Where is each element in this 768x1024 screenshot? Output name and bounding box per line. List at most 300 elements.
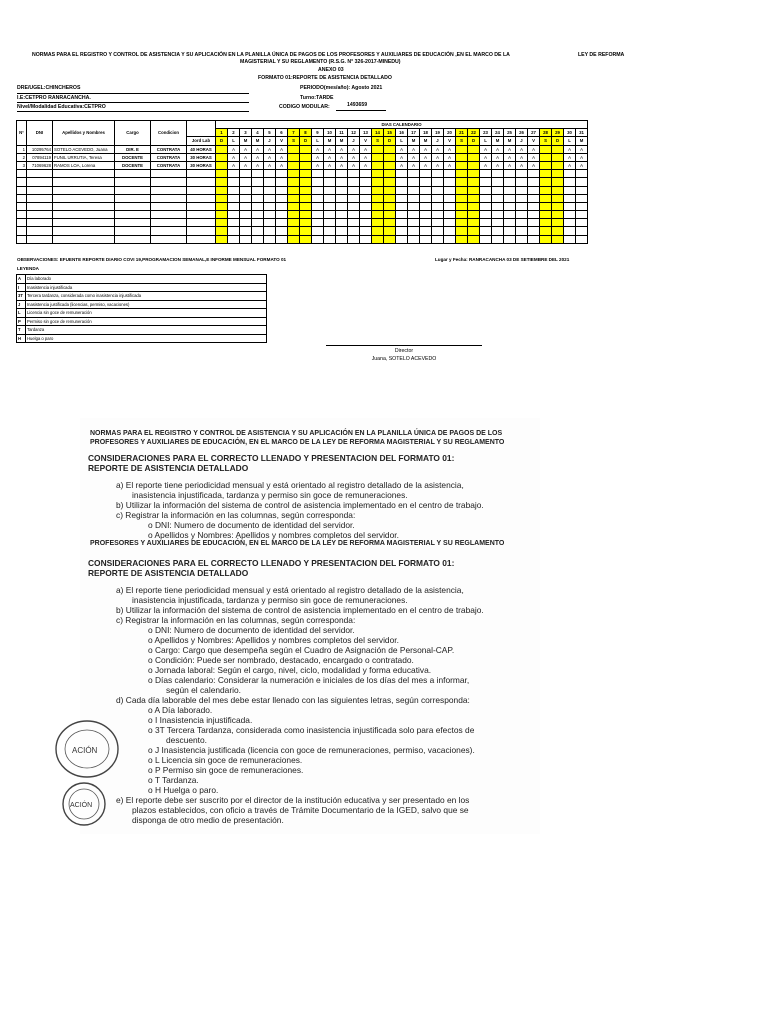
day-letter: M xyxy=(408,137,420,145)
cell-empty xyxy=(187,194,216,202)
cell-dni: 10295764 xyxy=(27,145,53,153)
cell-empty xyxy=(480,211,492,219)
cell-empty xyxy=(528,211,540,219)
legend-desc: Huelga o paro xyxy=(26,334,267,343)
header-formato: FORMATO 01:REPORTE DE ASISTENCIA DETALLADO xyxy=(258,75,392,81)
legend-desc: Inasistencia justificada (licencias, permiso, vacaciones) xyxy=(26,300,267,309)
col-header-dias: DIAS CALENDARIO xyxy=(216,121,588,129)
cell-empty xyxy=(17,186,27,194)
underline xyxy=(17,111,249,112)
cell-empty xyxy=(264,235,276,243)
cell-empty xyxy=(17,227,27,235)
cell-day: A xyxy=(420,153,432,161)
legend-desc: Inasistencia injustificada xyxy=(26,283,267,292)
cell-empty xyxy=(384,219,396,227)
cell-empty xyxy=(492,170,504,178)
day-number: 26 xyxy=(516,129,528,137)
cell-empty xyxy=(480,178,492,186)
scan-item-d6: o P Permiso sin goce de remuneraciones. xyxy=(148,765,304,775)
cell-day: A xyxy=(504,145,516,153)
cell-empty xyxy=(456,170,468,178)
cell-empty xyxy=(288,170,300,178)
cell-empty xyxy=(372,178,384,186)
cell-empty xyxy=(408,170,420,178)
scan-item-b: b) Utilizar la información del sistema de control de asistencia implementado en el centro de trabajo. xyxy=(116,500,484,510)
cell-empty xyxy=(252,202,264,210)
table-row xyxy=(17,161,588,169)
day-letter: M xyxy=(504,137,516,145)
day-letter: L xyxy=(228,137,240,145)
cell-empty xyxy=(264,219,276,227)
scan-item-a2: inasistencia injustificada, tardanza y permiso sin goce de remuneraciones. xyxy=(132,490,408,500)
day-number: 24 xyxy=(492,129,504,137)
cell-empty xyxy=(312,178,324,186)
scan-item-c: c) Registrar la información en las columnas, según corresponda: xyxy=(116,510,356,520)
cell-empty xyxy=(552,227,564,235)
meta-ie: I.E:CETPRO RANRACANCHA. xyxy=(17,95,91,101)
cell-empty xyxy=(384,186,396,194)
cell-empty xyxy=(468,202,480,210)
day-letter: D xyxy=(300,137,312,145)
cell-day: A xyxy=(444,153,456,161)
cell-day: A xyxy=(324,161,336,169)
day-letter: J xyxy=(264,137,276,145)
cell-empty xyxy=(528,194,540,202)
cell-empty xyxy=(115,211,151,219)
cell-empty xyxy=(336,202,348,210)
cell-empty xyxy=(17,211,27,219)
cell-day: A xyxy=(264,161,276,169)
cell-empty xyxy=(115,170,151,178)
cell-empty xyxy=(27,211,53,219)
cell-empty xyxy=(53,227,115,235)
cell-empty xyxy=(444,219,456,227)
cell-empty xyxy=(432,202,444,210)
cell-empty xyxy=(444,186,456,194)
legend-code: A xyxy=(17,275,26,284)
cell-empty xyxy=(53,194,115,202)
cell-empty xyxy=(528,219,540,227)
scan-item-b-2: b) Utilizar la información del sistema de control de asistencia implementado en el centro de trabajo. xyxy=(116,605,484,615)
cell-empty xyxy=(540,219,552,227)
cell-day: A xyxy=(396,161,408,169)
cell-empty xyxy=(228,178,240,186)
underline xyxy=(336,110,386,111)
cell-day xyxy=(540,153,552,161)
scan-item-e2: plazos establecidos, con oficio a través de Trámite Documentario de la IGED, salvo que se xyxy=(132,805,469,815)
cell-empty xyxy=(252,178,264,186)
day-number: 23 xyxy=(480,129,492,137)
cell-empty xyxy=(312,227,324,235)
day-letter: S xyxy=(540,137,552,145)
cell-empty xyxy=(276,186,288,194)
cell-empty xyxy=(564,202,576,210)
cell-empty xyxy=(216,235,228,243)
cell-empty xyxy=(151,227,187,235)
cell-empty xyxy=(456,194,468,202)
scan-item-c6b: según el calendario. xyxy=(166,685,241,695)
cell-empty xyxy=(348,211,360,219)
cell-empty xyxy=(420,170,432,178)
cell-empty xyxy=(348,170,360,178)
cell-empty xyxy=(115,178,151,186)
cell-empty xyxy=(564,235,576,243)
cell-empty xyxy=(540,227,552,235)
cell-empty xyxy=(27,227,53,235)
cell-empty xyxy=(360,227,372,235)
cell-empty xyxy=(187,170,216,178)
cell-day: A xyxy=(576,153,588,161)
official-seal-stamp-2 xyxy=(60,780,108,828)
table-row-empty xyxy=(17,194,588,202)
cell-day: A xyxy=(360,161,372,169)
cell-day: A xyxy=(492,145,504,153)
day-number: 17 xyxy=(408,129,420,137)
cell-empty xyxy=(528,227,540,235)
cell-empty xyxy=(264,186,276,194)
cell-empty xyxy=(151,178,187,186)
signature-role: Director xyxy=(394,348,414,354)
cell-empty xyxy=(187,219,216,227)
cell-empty xyxy=(456,211,468,219)
cell-day: A xyxy=(264,153,276,161)
cell-empty xyxy=(115,219,151,227)
cell-day xyxy=(468,145,480,153)
legend-desc: Tercera tardanza, considerada como inasistencia injustificada xyxy=(26,292,267,301)
cell-empty xyxy=(504,170,516,178)
scanned-page xyxy=(80,418,540,834)
cell-empty xyxy=(151,211,187,219)
cell-empty xyxy=(216,194,228,202)
cell-day: A xyxy=(228,153,240,161)
cell-empty xyxy=(360,235,372,243)
cell-dni: 07894119 xyxy=(27,153,53,161)
cell-empty xyxy=(27,186,53,194)
cell-empty xyxy=(492,219,504,227)
cell-day: A xyxy=(276,161,288,169)
day-letter: L xyxy=(312,137,324,145)
cell-empty xyxy=(456,178,468,186)
cell-empty xyxy=(228,219,240,227)
day-number: 20 xyxy=(444,129,456,137)
underline xyxy=(17,93,249,94)
cell-empty xyxy=(408,194,420,202)
cell-empty xyxy=(240,170,252,178)
cell-empty xyxy=(151,186,187,194)
scan-item-d3: o 3T Tercera Tardanza, considerada como inasistencia injustificada solo para efectos de xyxy=(148,725,475,735)
cell-empty xyxy=(420,178,432,186)
cell-day xyxy=(216,153,228,161)
cell-empty xyxy=(360,170,372,178)
legend-code: L xyxy=(17,309,26,318)
cell-empty xyxy=(216,170,228,178)
scan-title-repeat: PROFESORES Y AUXILIARES DE EDUCACIÓN, EN EL MARCO DE LA LEY DE REFORMA MAGISTERIAL Y SU REGLAMENTO xyxy=(90,540,505,547)
cell-day xyxy=(468,161,480,169)
cell-empty xyxy=(396,170,408,178)
legend-item xyxy=(17,283,267,292)
cell-empty xyxy=(504,227,516,235)
cell-empty xyxy=(17,202,27,210)
cell-empty xyxy=(300,202,312,210)
cell-empty xyxy=(324,178,336,186)
cell-day: A xyxy=(420,145,432,153)
cell-empty xyxy=(540,194,552,202)
cell-empty xyxy=(504,202,516,210)
cell-empty xyxy=(468,235,480,243)
day-number: 11 xyxy=(336,129,348,137)
cell-empty xyxy=(468,227,480,235)
cell-jornada: 40 HORAS xyxy=(187,145,216,153)
cell-day: A xyxy=(348,145,360,153)
meta-codigo-value: 1493659 xyxy=(347,102,368,108)
cell-day: A xyxy=(576,161,588,169)
day-number: 29 xyxy=(552,129,564,137)
cell-empty xyxy=(312,219,324,227)
cell-empty xyxy=(552,219,564,227)
day-number: 22 xyxy=(468,129,480,137)
table-row-empty xyxy=(17,227,588,235)
day-number: 27 xyxy=(528,129,540,137)
cell-day: A xyxy=(336,145,348,153)
cell-empty xyxy=(348,227,360,235)
cell-empty xyxy=(480,170,492,178)
cell-empty xyxy=(396,227,408,235)
cell-empty xyxy=(240,194,252,202)
cell-empty xyxy=(444,170,456,178)
cell-empty xyxy=(468,178,480,186)
table-row-empty xyxy=(17,178,588,186)
cell-empty xyxy=(432,186,444,194)
cell-empty xyxy=(276,194,288,202)
cell-empty xyxy=(384,194,396,202)
cell-empty xyxy=(151,235,187,243)
cell-empty xyxy=(420,227,432,235)
cell-empty xyxy=(288,186,300,194)
cell-empty xyxy=(348,235,360,243)
day-letter: S xyxy=(372,137,384,145)
cell-empty xyxy=(17,235,27,243)
day-letter: M xyxy=(324,137,336,145)
cell-empty xyxy=(264,202,276,210)
day-number: 6 xyxy=(276,129,288,137)
header-anexo: ANEXO 03 xyxy=(318,67,344,73)
cell-cargo: DOCENTE xyxy=(115,161,151,169)
leyenda-title: LEYENDA xyxy=(17,266,39,271)
cell-empty xyxy=(360,211,372,219)
official-seal-stamp xyxy=(52,716,122,782)
cell-empty xyxy=(300,186,312,194)
scan-title-line2: PROFESORES Y AUXILIARES DE EDUCACIÓN, EN EL MARCO DE LA LEY DE REFORMA MAGISTERIAL Y SU REGLAMENTO xyxy=(90,439,505,446)
cell-empty xyxy=(540,186,552,194)
cell-empty xyxy=(564,194,576,202)
cell-empty xyxy=(336,219,348,227)
cell-empty xyxy=(372,186,384,194)
cell-day xyxy=(216,145,228,153)
scan-item-c1: o DNI: Numero de documento de identidad del servidor. xyxy=(148,520,355,530)
header-title-right: LEY DE REFORMA xyxy=(578,52,625,58)
cell-empty xyxy=(396,211,408,219)
cell-day: A xyxy=(240,145,252,153)
day-letter: D xyxy=(468,137,480,145)
cell-day: A xyxy=(396,153,408,161)
cell-empty xyxy=(288,194,300,202)
cell-day xyxy=(552,161,564,169)
cell-day: A xyxy=(264,145,276,153)
day-letter: M xyxy=(576,137,588,145)
cell-empty xyxy=(384,227,396,235)
cell-day xyxy=(288,145,300,153)
cell-day: A xyxy=(324,153,336,161)
cell-empty xyxy=(432,235,444,243)
cell-empty xyxy=(444,194,456,202)
col-header-condicion: Condicion xyxy=(151,121,187,146)
cell-empty xyxy=(324,227,336,235)
col-header-cargo: Cargo xyxy=(115,121,151,146)
cell-empty xyxy=(288,219,300,227)
attendance-table xyxy=(16,120,588,244)
attendance-sheet xyxy=(0,0,768,380)
cell-day: A xyxy=(324,145,336,153)
cell-empty xyxy=(408,235,420,243)
cell-empty xyxy=(348,219,360,227)
cell-day xyxy=(468,153,480,161)
cell-day: A xyxy=(312,153,324,161)
scan-considerations-title: CONSIDERACIONES PARA EL CORRECTO LLENADO Y PRESENTACION DEL FORMATO 01: xyxy=(88,453,455,463)
cell-empty xyxy=(151,219,187,227)
cell-empty xyxy=(336,170,348,178)
cell-empty xyxy=(396,186,408,194)
cell-empty xyxy=(564,227,576,235)
cell-empty xyxy=(276,227,288,235)
cell-day: A xyxy=(336,161,348,169)
cell-empty xyxy=(252,186,264,194)
cell-empty xyxy=(276,211,288,219)
cell-empty xyxy=(324,211,336,219)
cell-empty xyxy=(240,235,252,243)
col-header-dni: DNI xyxy=(27,121,53,146)
cell-empty xyxy=(432,219,444,227)
cell-empty xyxy=(468,219,480,227)
scan-item-e1: e) El reporte debe ser suscrito por el director de la institución educativa y ser presentado en los xyxy=(116,795,470,805)
cell-empty xyxy=(300,211,312,219)
cell-empty xyxy=(324,170,336,178)
cell-day xyxy=(372,145,384,153)
day-number: 16 xyxy=(396,129,408,137)
cell-empty xyxy=(468,211,480,219)
cell-empty xyxy=(576,178,588,186)
cell-day: A xyxy=(276,153,288,161)
legend-desc: Licencia sin goce de remuneración xyxy=(26,309,267,318)
cell-day xyxy=(384,161,396,169)
day-number: 13 xyxy=(360,129,372,137)
cell-day: A xyxy=(408,153,420,161)
cell-n: 2 xyxy=(17,153,27,161)
cell-empty xyxy=(53,235,115,243)
cell-empty xyxy=(312,194,324,202)
cell-condicion: CONTRATA xyxy=(151,161,187,169)
cell-empty xyxy=(216,202,228,210)
scan-considerations-subtitle: REPORTE DE ASISTENCIA DETALLADO xyxy=(88,463,249,473)
cell-empty xyxy=(312,170,324,178)
cell-empty xyxy=(240,227,252,235)
legend-desc: Tardanza xyxy=(26,326,267,335)
cell-empty xyxy=(420,219,432,227)
cell-empty xyxy=(540,178,552,186)
table-row-empty xyxy=(17,202,588,210)
cell-day: A xyxy=(360,145,372,153)
scan-item-c2: o Apellidos y Nombres: Apellidos y nombres completos del servidor. xyxy=(148,530,399,540)
cell-empty xyxy=(336,211,348,219)
cell-empty xyxy=(576,227,588,235)
cell-day: A xyxy=(564,161,576,169)
legend-desc: Día laborado xyxy=(26,275,267,284)
day-letter: D xyxy=(216,137,228,145)
cell-empty xyxy=(396,194,408,202)
cell-day xyxy=(300,161,312,169)
cell-empty xyxy=(264,170,276,178)
cell-empty xyxy=(480,219,492,227)
cell-empty xyxy=(540,202,552,210)
scan-item-c2-2: o Apellidos y Nombres: Apellidos y nombres completos del servidor. xyxy=(148,635,399,645)
cell-empty xyxy=(480,202,492,210)
cell-empty xyxy=(17,178,27,186)
meta-nivel: Nivel/Modalidad Educativa:CETPRO xyxy=(17,104,106,110)
day-letter: L xyxy=(396,137,408,145)
day-letter: M xyxy=(492,137,504,145)
underline xyxy=(17,102,249,103)
cell-empty xyxy=(444,211,456,219)
cell-nombre: RAMOS LOA, Lorena xyxy=(53,161,115,169)
cell-empty xyxy=(228,235,240,243)
cell-empty xyxy=(300,178,312,186)
cell-empty xyxy=(528,178,540,186)
scan-item-c4: o Condición: Puede ser nombrado, destacado, encargado o contratado. xyxy=(148,655,414,665)
col-header-nombres: Apellidos y Nombres xyxy=(53,121,115,146)
scan-item-d1: o A Día laborado. xyxy=(148,705,213,715)
cell-day: A xyxy=(348,161,360,169)
cell-empty xyxy=(115,202,151,210)
day-letter: L xyxy=(564,137,576,145)
day-number: 25 xyxy=(504,129,516,137)
cell-empty xyxy=(516,178,528,186)
cell-empty xyxy=(468,170,480,178)
cell-n: 1 xyxy=(17,145,27,153)
cell-day: A xyxy=(528,145,540,153)
day-letter: M xyxy=(252,137,264,145)
day-letter: M xyxy=(420,137,432,145)
cell-day: A xyxy=(432,153,444,161)
cell-empty xyxy=(17,219,27,227)
cell-empty xyxy=(516,202,528,210)
meta-dre: DRE/UGEL:CHINCHEROS xyxy=(17,85,81,91)
cell-day: A xyxy=(516,153,528,161)
legend-code: P xyxy=(17,317,26,326)
cell-empty xyxy=(384,178,396,186)
cell-day xyxy=(456,153,468,161)
cell-empty xyxy=(264,227,276,235)
cell-empty xyxy=(552,235,564,243)
lugar-fecha: Lugar y Fecha: RANRACANCHA 03 DE SETIEMBRE DEL 2021 xyxy=(435,257,570,262)
cell-empty xyxy=(27,235,53,243)
cell-day: A xyxy=(444,145,456,153)
day-number: 21 xyxy=(456,129,468,137)
cell-empty xyxy=(372,194,384,202)
cell-empty xyxy=(240,211,252,219)
cell-empty xyxy=(372,235,384,243)
cell-empty xyxy=(348,202,360,210)
scan-title-line1: NORMAS PARA EL REGISTRO Y CONTROL DE ASISTENCIA Y SU APLICACIÓN EN LA PLANILLA ÚNICA DE PAGOS DE LOS xyxy=(90,430,503,437)
cell-day: A xyxy=(432,145,444,153)
